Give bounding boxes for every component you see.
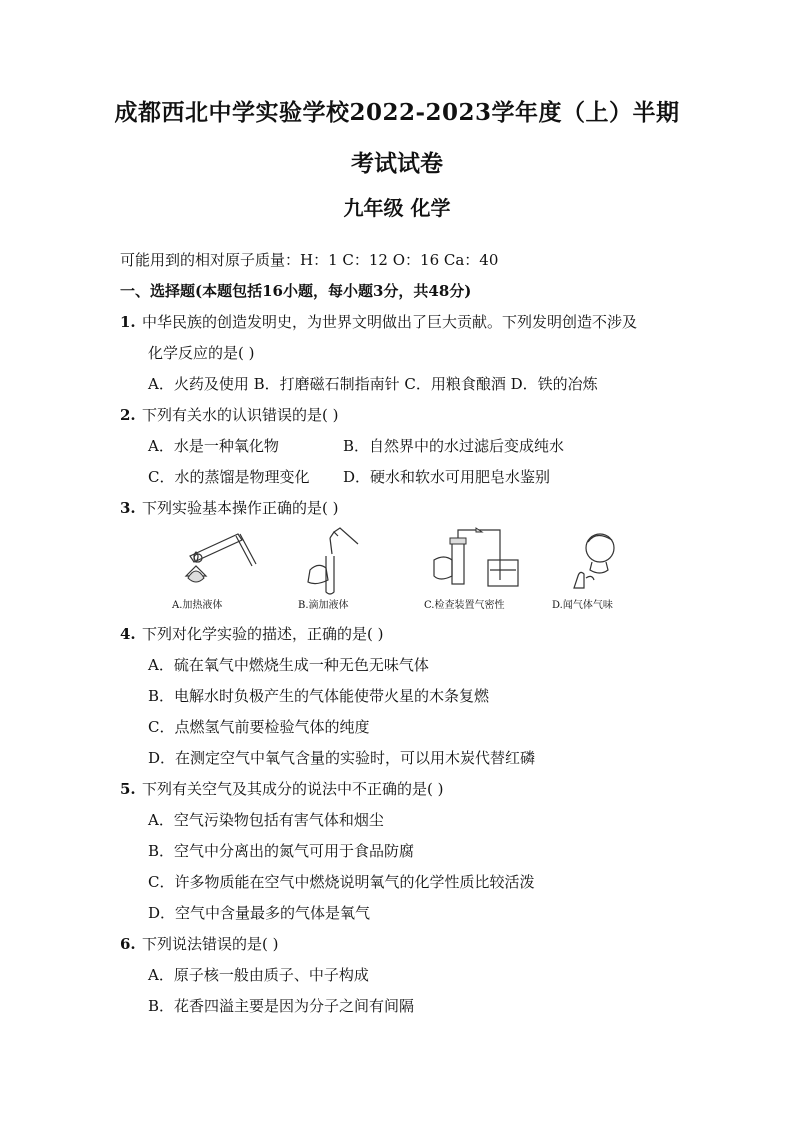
question-number: 1.: [120, 313, 136, 331]
question-text-cont: 化学反应的是( ): [148, 344, 255, 362]
question-3: [120, 497, 338, 518]
question-text: 下列对化学实验的描述，正确的是( ): [142, 625, 384, 643]
option-d: D．硬水和软水可用肥皂水鉴别: [343, 468, 551, 486]
option-c: C．点燃氢气前要检验气体的纯度: [148, 718, 370, 736]
option-b: B．空气中分离出的氮气可用于食品防腐: [148, 842, 415, 860]
airtightness-check-illustration: [430, 526, 540, 596]
options-line: A．火药及使用 B．打磨磁石制指南针 C．用粮食酿酒 D．铁的冶炼: [148, 375, 598, 393]
heating-liquid-illustration: [176, 526, 258, 594]
option-b: B．自然界中的水过滤后变成纯水: [343, 437, 565, 455]
question-text: 下列说法错误的是( ): [142, 935, 279, 953]
atomic-mass-note: 可能用到的相对原子质量：H：1 C：12 O：16 Ca：40: [120, 251, 499, 269]
option-a: A．硫在氧气中燃烧生成一种无色无味气体: [148, 656, 429, 674]
exam-subtitle: 九年级 化学: [343, 196, 451, 220]
option-b: B．花香四溢主要是因为分子之间有间隔: [148, 997, 415, 1015]
option-c: C．许多物质能在空气中燃烧说明氧气的化学性质比较活泼: [148, 873, 535, 891]
exam-title: 成都西北中学实验学校2022-2023学年度（上）半期: [114, 99, 680, 126]
question-4: [120, 623, 383, 644]
option-a: A．原子核一般由质子、中子构成: [148, 966, 369, 984]
question-number: 2.: [120, 406, 136, 424]
section-heading: 一、选择题(本题包括16小题，每小题3分，共48分): [120, 282, 472, 300]
dropper-illustration: [300, 526, 370, 596]
caption-a: A.加热液体: [172, 600, 223, 611]
question-number: 5.: [120, 780, 136, 798]
option-b: B．电解水时负极产生的气体能使带火星的木条复燃: [148, 687, 490, 705]
question-number: 6.: [120, 935, 136, 953]
option-d: D．空气中含量最多的气体是氧气: [148, 904, 371, 922]
smelling-gas-illustration: [570, 526, 630, 596]
option-c: C．水的蒸馏是物理变化: [148, 468, 310, 486]
option-a: A．水是一种氧化物: [148, 437, 279, 455]
caption-c: C.检查装置气密性: [424, 600, 505, 611]
exam-title-line2: 考试试卷: [351, 150, 443, 177]
question-number: 4.: [120, 625, 136, 643]
option-a: A．空气污染物包括有害气体和烟尘: [148, 811, 384, 829]
question-text: 下列有关空气及其成分的说法中不正确的是( ): [142, 780, 444, 798]
option-d: D．在测定空气中氧气含量的实验时，可以用木炭代替红磷: [148, 749, 536, 767]
lab-operations-figure: [160, 526, 640, 612]
question-6: [120, 933, 278, 954]
question-1: [120, 311, 637, 332]
caption-b: B.滴加液体: [298, 600, 349, 611]
question-text: 中华民族的创造发明史，为世界文明做出了巨大贡献。下列发明创造不涉及: [142, 313, 638, 331]
caption-d: D.闻气体气味: [552, 600, 613, 611]
question-text: 下列有关水的认识错误的是( ): [142, 406, 339, 424]
question-text: 下列实验基本操作正确的是( ): [142, 499, 339, 517]
question-number: 3.: [120, 499, 136, 517]
question-2: [120, 404, 338, 425]
question-5: [120, 778, 443, 799]
